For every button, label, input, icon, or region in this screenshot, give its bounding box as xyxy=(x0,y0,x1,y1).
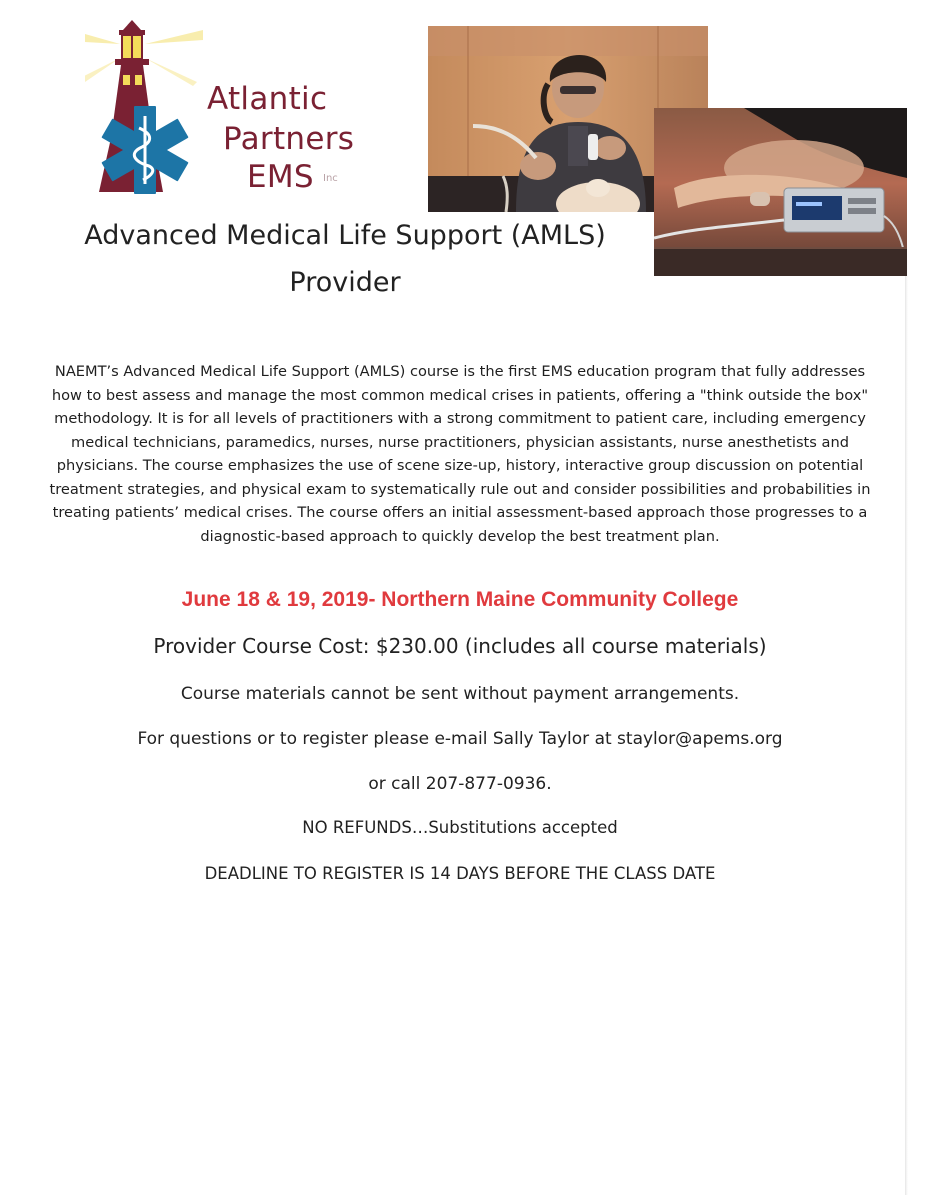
course-subtitle: Provider xyxy=(289,267,401,298)
refund-policy: NO REFUNDS…Substitutions accepted xyxy=(302,818,618,837)
registration-contact: For questions or to register please e-mail Sally Taylor at staylor@apems.org xyxy=(137,729,783,749)
course-cost: Provider Course Cost: $230.00 (includes all course materials) xyxy=(153,634,767,658)
scan-edge xyxy=(905,260,908,1195)
phone-contact: or call 207-877-0936. xyxy=(368,774,552,794)
logo-text-line3: EMS xyxy=(247,159,314,195)
materials-note: Course materials cannot be sent without payment arrangements. xyxy=(180,684,740,704)
event-date: June 18 & 19, 2019- Northern Maine Community College xyxy=(181,588,739,611)
monitor-training-photo xyxy=(654,108,907,276)
course-title: Advanced Medical Life Support (AMLS) xyxy=(84,220,606,251)
atlantic-partners-ems-logo xyxy=(85,20,385,200)
course-description: NAEMT’s Advanced Medical Life Support (AMLS) course is the first EMS education program that fully addresses how to best assess and manage the most common medical crises in patients, offering a "think outside the box" methodology. It is for all levels of practitioners with a strong commitment to patient care, including emergency medical technicians, paramedics, nurses, nurse practitioners, physician assistants, nurse anesthetists and physicians. The course emphasizes the use of scene size-up, history, interactive group discussion on potential treatment strategies, and physical exam to systematically rule out and consider possibilities and probabilities in treating patients’ medical crises. The course offers an initial assessment-based approach those progresses to a diagnostic-based approach to quickly develop the best treatment plan. xyxy=(49,363,871,545)
registration-deadline: DEADLINE TO REGISTER IS 14 DAYS BEFORE THE CLASS DATE xyxy=(204,864,716,883)
logo-text-line1: Atlantic xyxy=(207,81,328,117)
logo-text-line2: Partners xyxy=(223,121,355,157)
logo-suffix: Inc xyxy=(323,173,338,184)
